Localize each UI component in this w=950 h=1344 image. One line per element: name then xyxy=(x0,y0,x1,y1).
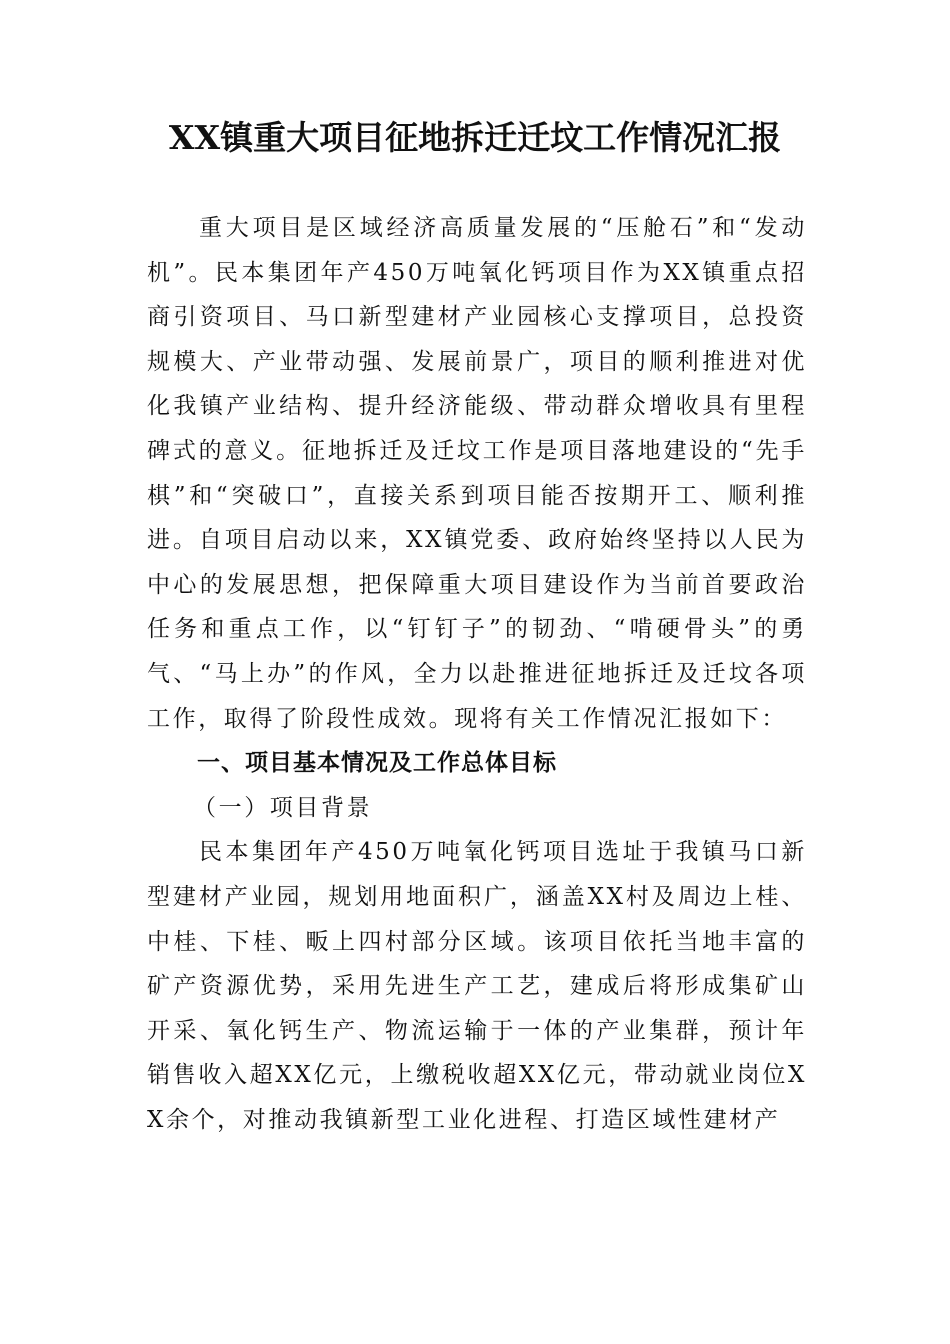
document-body xyxy=(147,206,807,1142)
section-heading-1: 一、项目基本情况及工作总体目标 xyxy=(197,750,557,777)
document-title: XX镇重大项目征地拆迁迁坟工作情况汇报 xyxy=(168,118,782,157)
intro-paragraph: 重大项目是区域经济高质量发展的“压舱石”和“发动机”。民本集团年产450万吨氧化钙项目作为XX镇重点招商引资项目、马口新型建材产业园核心支撑项目，总投资规模大、产业带动强、发展前景广，项目的顺利推进对优化我镇产业结构、提升经济能级、带动群众增收具有里程碑式的意义。征地拆迁及迁坟工作是项目落地建设的“先手棋”和“突破口”，直接关系到项目能否按期开工、顺利推进。自项目启动以来，XX镇党委、政府始终坚持以人民为中心的发展思想，把保障重大项目建设作为当前首要政治任务和重点工作，以“钉钉子”的韧劲、“啃硬骨头”的勇气、“马上办”的作风，全力以赴推进征地拆迁及迁坟各项工作，取得了阶段性成效。现将有关工作情况汇报如下： xyxy=(147,215,807,732)
project-background-paragraph: 民本集团年产450万吨氧化钙项目选址于我镇马口新型建材产业园，规划用地面积广，涵盖XX村及周边上桂、中桂、下桂、畈上四村部分区域。该项目依托当地丰富的矿产资源优势，采用先进生产工艺，建成后将形成集矿山开采、氧化钙生产、物流运输于一体的产业集群，预计年销售收入超XX亿元，上缴税收超XX亿元，带动就业岗位XX余个，对推动我镇新型工业化进程、打造区域性建材产 xyxy=(147,839,807,1133)
subsection-heading-1-1: （一）项目背景 xyxy=(193,794,373,821)
